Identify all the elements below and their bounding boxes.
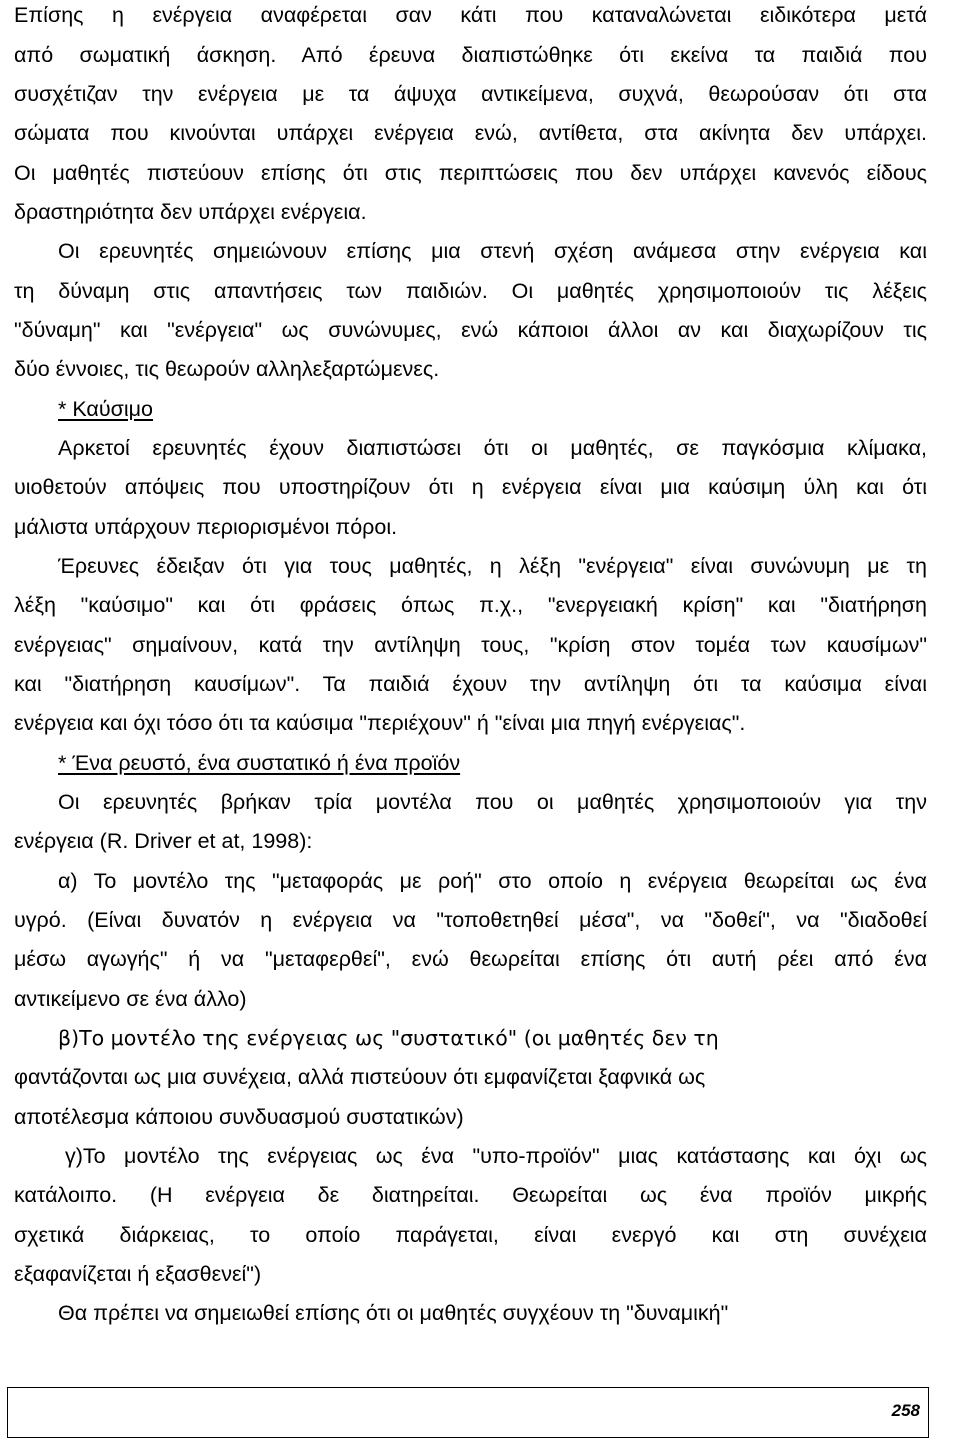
section-heading-fuel: * Καύσιμο — [58, 397, 153, 421]
text-line: Θα πρέπει να σημειωθεί επίσης ότι οι μαθητές συγχέουν τη "δυναμική" — [58, 1301, 729, 1325]
text-line: συσχέτιζαν την ενέργεια με τα άψυχα αντικείμενα, συχνά, θεωρούσαν ότι στα — [14, 82, 927, 106]
text-line: Αρκετοί ερευνητές έχουν διαπιστώσει ότι οι μαθητές, σε παγκόσμια κλίμακα, — [58, 436, 927, 460]
text-line: υιοθετούν απόψεις που υποστηρίζουν ότι η ενέργεια είναι μια καύσιμη ύλη και ότι — [14, 475, 927, 499]
text-line: αντικείμενο σε ένα άλλο) — [14, 987, 247, 1011]
text-line: φαντάζονται ως μια συνέχεια, αλλά πιστεύουν ότι εμφανίζεται ξαφνικά ως — [14, 1065, 706, 1089]
text-line: ενέργεια (R. Driver et at, 1998): — [14, 829, 313, 853]
text-line: α) Το μοντέλο της "μεταφοράς με ροή" στο οποίο η ενέργεια θεωρείται ως ένα — [58, 869, 927, 893]
text-line: αποτέλεσμα κάποιου συνδυασμού συστατικών) — [14, 1105, 464, 1129]
text-line: Επίσης η ενέργεια αναφέρεται σαν κάτι που καταναλώνεται ειδικότερα μετά — [14, 3, 927, 27]
text-line: τη δύναμη στις απαντήσεις των παιδιών. Οι μαθητές χρησιμοποιούν τις λέξεις — [14, 279, 927, 303]
text-line: δύο έννοιες, τις θεωρούν αλληλεξαρτώμενες. — [14, 357, 440, 381]
text-line: δραστηριότητα δεν υπάρχει ενέργεια. — [14, 200, 367, 224]
text-line: β)Το μοντέλο της ενέργειας ως "συστατικό" (οι μαθητές δεν τη — [58, 1026, 719, 1050]
page-number: 258 — [891, 1401, 920, 1420]
text-line: από σωματική άσκηση. Από έρευνα διαπιστώθηκε ότι εκείνα τα παιδιά που — [14, 43, 927, 67]
text-line: υγρό. (Είναι δυνατόν η ενέργεια να "τοποθετηθεί μέσα", να "δοθεί", να "διαδοθεί — [14, 908, 927, 932]
text-line: ενέργεια και όχι τόσο ότι τα καύσιμα "περιέχουν" ή "είναι μια πηγή ενέργειας". — [14, 711, 746, 735]
text-line: Οι μαθητές πιστεύουν επίσης ότι στις περιπτώσεις που δεν υπάρχει κανενός είδους — [14, 161, 927, 185]
text-line: Έρευνες έδειξαν ότι για τους μαθητές, η λέξη "ενέργεια" είναι συνώνυμη με τη — [58, 554, 927, 578]
page-footer — [7, 1387, 929, 1438]
section-heading-fluid: * Ένα ρευστό, ένα συστατικό ή ένα προϊόν — [58, 751, 461, 775]
text-line: γ)Το μοντέλο της ενέργειας ως ένα "υπο-προϊόν" μιας κατάστασης και όχι ως — [65, 1144, 927, 1168]
text-line: Οι ερευνητές βρήκαν τρία μοντέλα που οι μαθητές χρησιμοποιούν για την — [58, 790, 927, 814]
text-line: κατάλοιπο. (Η ενέργεια δε διατηρείται. Θεωρείται ως ένα προϊόν μικρής — [14, 1183, 927, 1207]
text-line: μέσω αγωγής" ή να "μεταφερθεί", ενώ θεωρείται επίσης ότι αυτή ρέει από ένα — [14, 947, 927, 971]
text-line: εξαφανίζεται ή εξασθενεί") — [14, 1262, 262, 1286]
text-line: "δύναμη" και "ενέργεια" ως συνώνυμες, ενώ κάποιοι άλλοι αν και διαχωρίζουν τις — [14, 318, 927, 342]
text-line: σώματα που κινούνται υπάρχει ενέργεια ενώ, αντίθετα, στα ακίνητα δεν υπάρχει. — [14, 121, 927, 145]
text-line: μάλιστα υπάρχουν περιορισμένοι πόροι. — [14, 515, 398, 539]
text-line: και "διατήρηση καυσίμων". Τα παιδιά έχουν την αντίληψη ότι τα καύσιμα είναι — [14, 672, 927, 696]
text-line: σχετικά διάρκειας, το οποίο παράγεται, είναι ενεργό και στη συνέχεια — [14, 1223, 927, 1247]
text-line: λέξη "καύσιμο" και ότι φράσεις όπως π.χ., "ενεργειακή κρίση" και "διατήρηση — [14, 593, 927, 617]
text-line: ενέργειας" σημαίνουν, κατά την αντίληψη τους, "κρίση στον τομέα των καυσίμων" — [14, 633, 927, 657]
text-line: Οι ερευνητές σημειώνουν επίσης μια στενή σχέση ανάμεσα στην ενέργεια και — [58, 239, 927, 263]
